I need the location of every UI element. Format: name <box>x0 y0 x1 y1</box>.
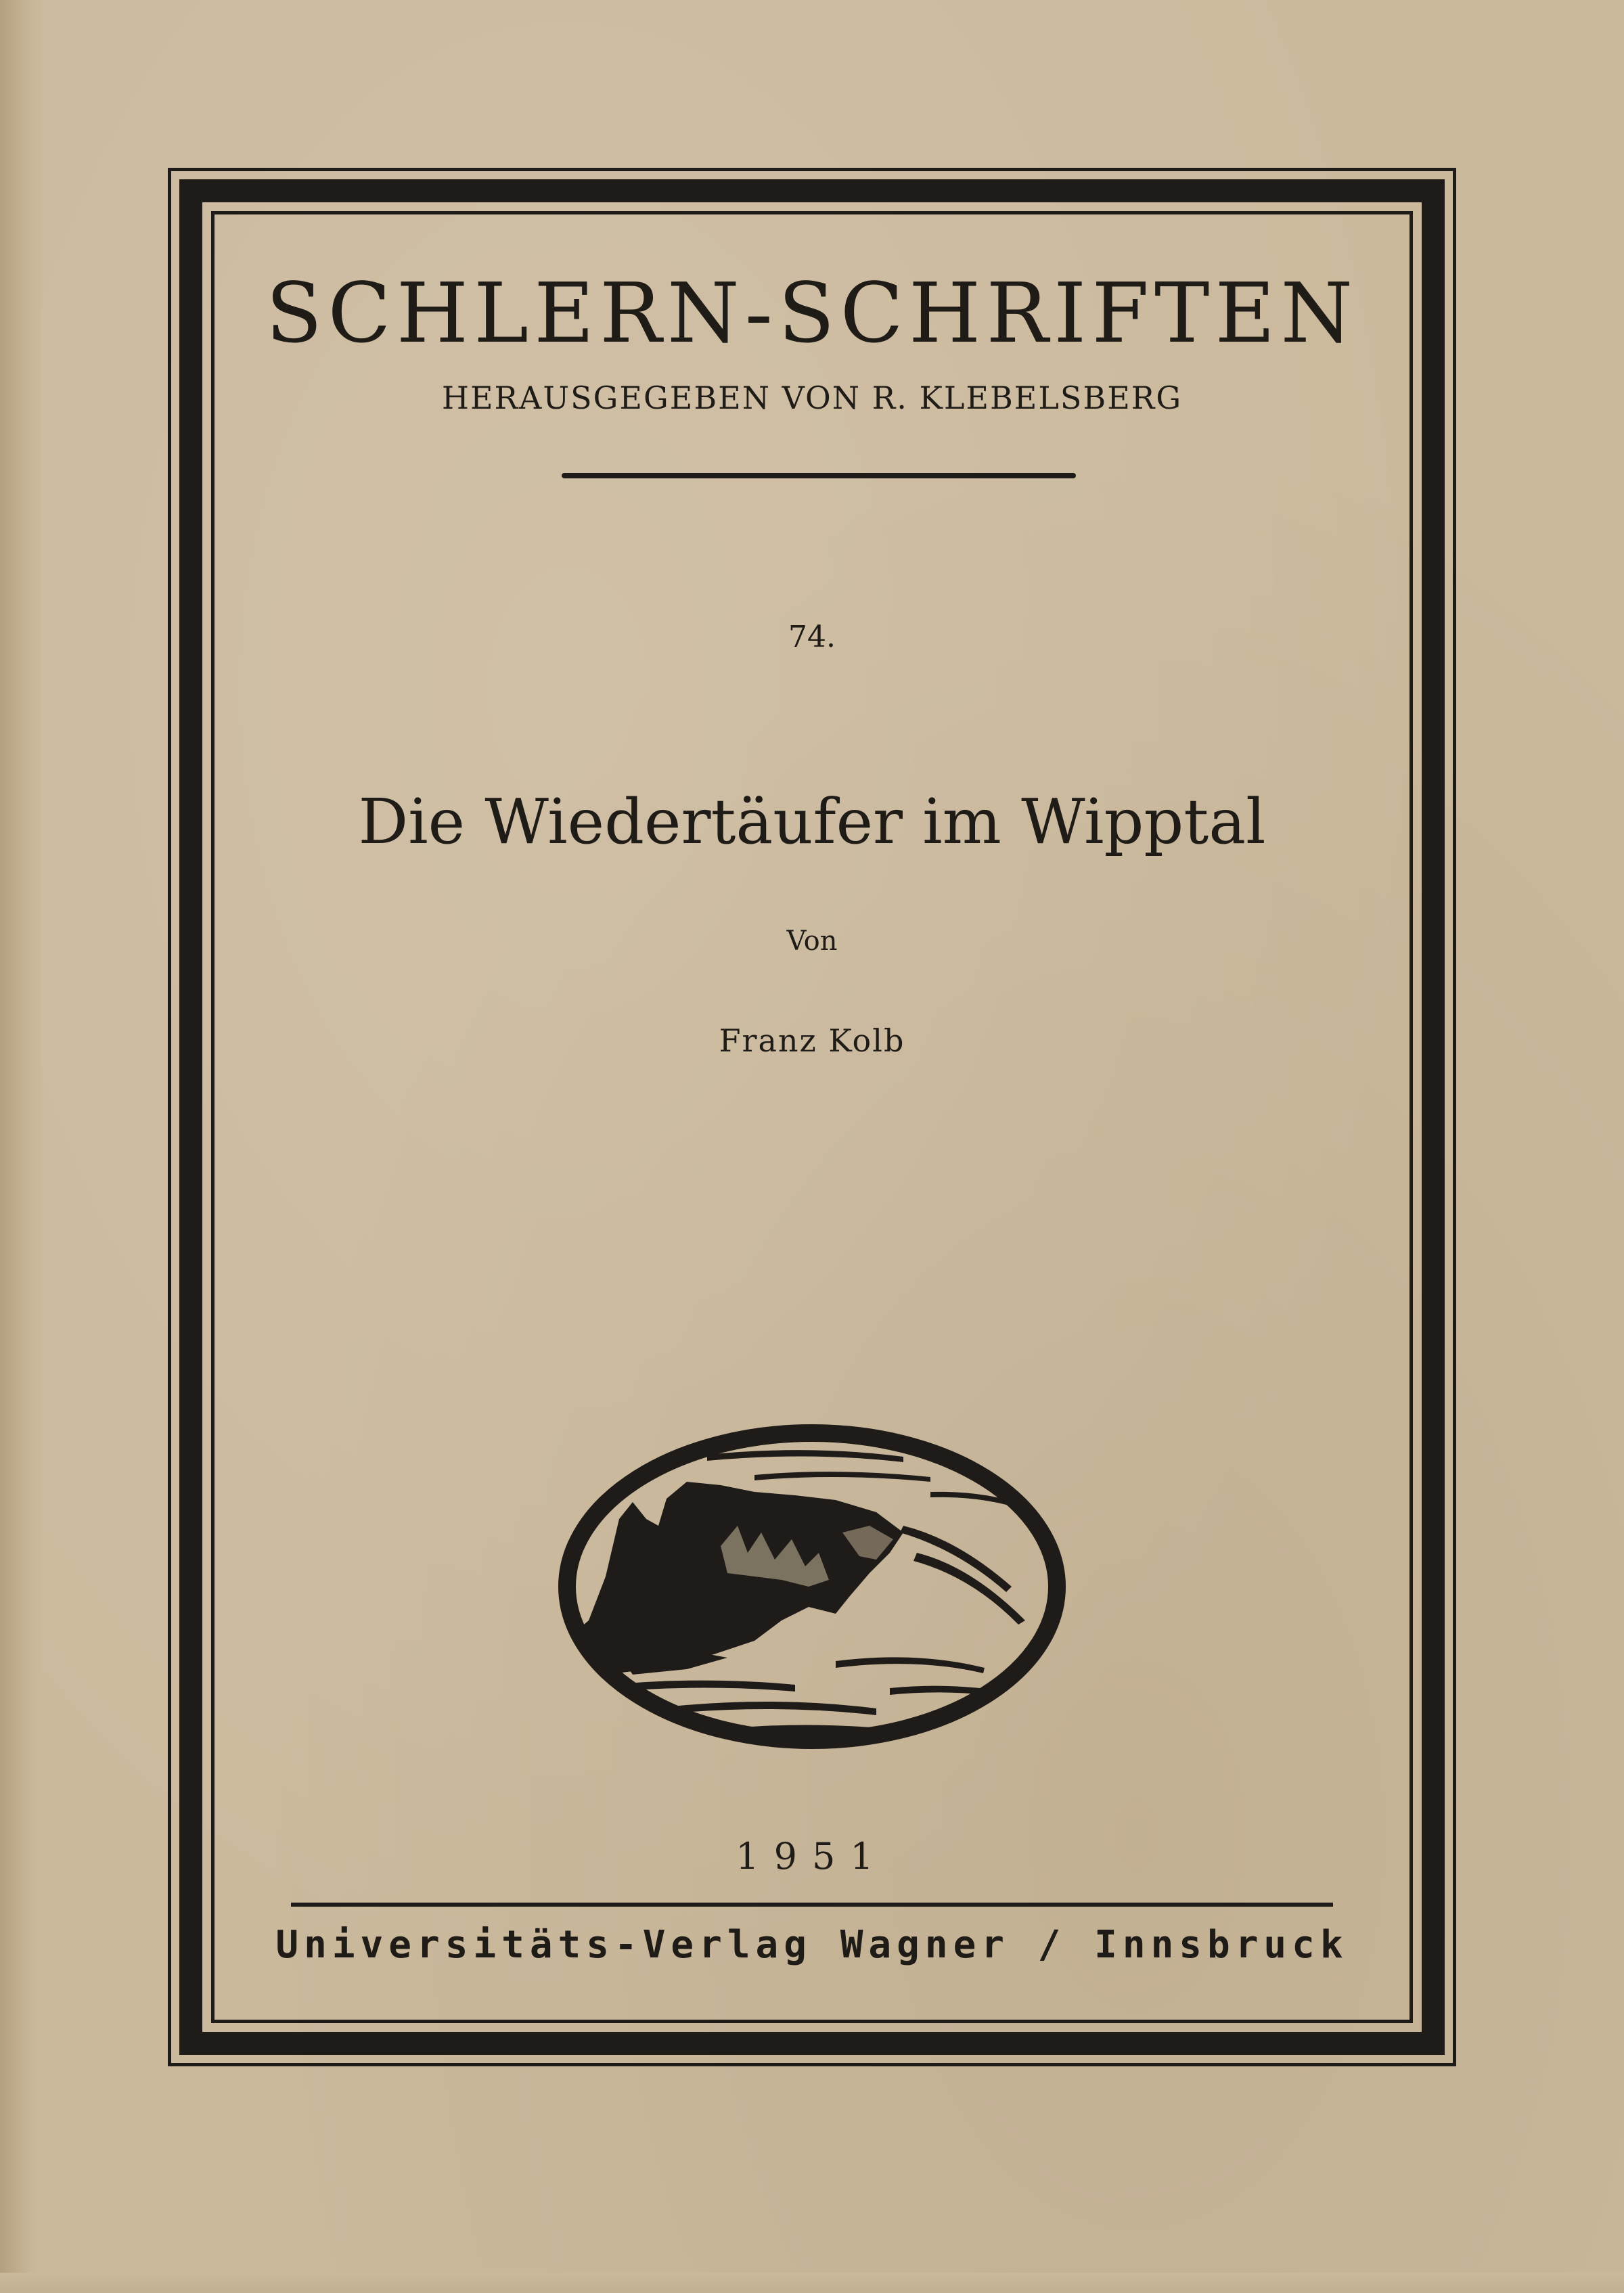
publisher-line: Universitäts-Verlag Wagner / Innsbruck <box>275 1923 1349 1967</box>
title-rule <box>562 473 1076 478</box>
editor-line: HERAUSGEGEBEN VON R. KLEBELSBERG <box>441 380 1183 416</box>
book-title: Die Wiedertäufer im Wipptal <box>358 786 1266 858</box>
publication-year: 1951 <box>736 1835 888 1878</box>
spine-shadow <box>0 0 41 2293</box>
page-bottom-edge <box>0 2273 1624 2293</box>
volume-number: 74. <box>788 620 836 654</box>
by-label: Von <box>786 926 838 957</box>
publisher-rule <box>291 1903 1333 1907</box>
author-name: Franz Kolb <box>719 1022 905 1059</box>
mountain-landscape-oval-icon <box>551 1417 1073 1756</box>
series-title: SCHLERN-SCHRIFTEN <box>265 265 1359 361</box>
